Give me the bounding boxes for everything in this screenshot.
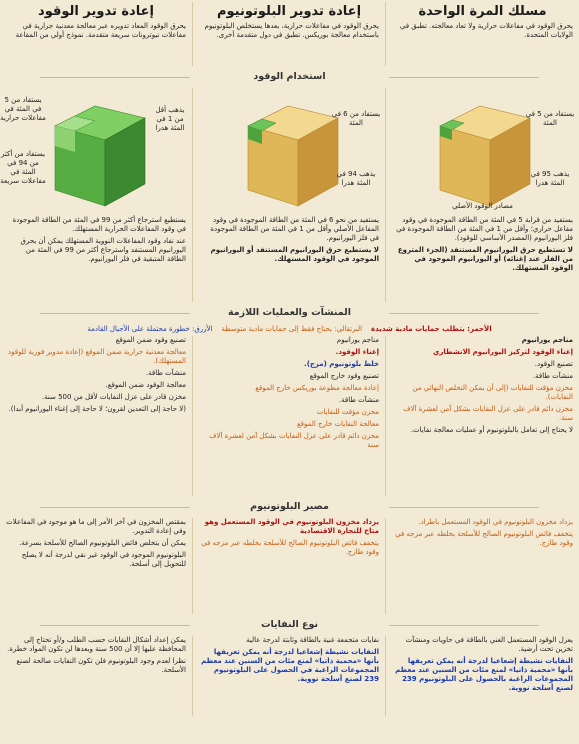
legend-blue: الأزرق: خطورة محتملة على الأجيال القادمة bbox=[87, 325, 213, 333]
section-title: مصير البلوتونيوم bbox=[242, 501, 337, 512]
facility-item: تصنيع وقود ضمن الموقع bbox=[115, 336, 186, 344]
facility-item: مخزن مؤقت للنفايات bbox=[316, 408, 379, 416]
column-titles bbox=[0, 2, 579, 22]
intro-text: يحرق الوقود في مفاعلات حرارية ولا تعاد معالجته. تطبق في الولايات المتحدة. bbox=[399, 22, 573, 39]
cube-label-fast: يستفاد من أكثر من 94 في المئة في مفاعلات سريعة bbox=[0, 150, 46, 185]
cube-label-used: يستفاد من 6 في المئة bbox=[331, 110, 381, 127]
facility-item: منشآت طاقة. bbox=[532, 372, 573, 380]
cube-caption: مصادر الوقود الأصلي bbox=[452, 202, 513, 210]
fate-row bbox=[0, 518, 579, 614]
column-title: إعادة تدوير البلوتونيوم bbox=[216, 4, 362, 19]
usage-text: لا يستطيع حرق اليورانيوم المستنفد أو اليورانيوم الموجود في الوقود المستهلك. bbox=[210, 246, 379, 263]
usage-text: يستفيد من نحو 6 في المئة من الطاقة الموجودة في وقود المفاعل الأصلي وأقل من 1 في المئة من الطاقة الموجودة في فلز اليورانيوم. bbox=[210, 216, 379, 242]
facility-item: مناجم يورانيوم bbox=[336, 336, 379, 344]
section-title: استخدام الوقود bbox=[245, 71, 333, 82]
section-fuel-use bbox=[0, 66, 579, 88]
facilities-list bbox=[193, 336, 386, 496]
waste-list bbox=[0, 636, 193, 716]
fuel-cube-icon bbox=[198, 88, 379, 216]
color-legend bbox=[0, 324, 579, 336]
cube-once-through bbox=[386, 88, 579, 216]
fate-item: يزداد مخزون البلوتونيوم في الوقود المستعمل باطراد. bbox=[418, 518, 573, 526]
fuel-cube-icon bbox=[392, 88, 573, 216]
usage-text: يستفيد من قرابة 5 في المئة من الطاقة الموجودة في وقود مفاعل حراري؛ وأقل من 1 في المئة من الطاقة الموجودة في فلز اليورانيوم (المصدر الأساسي للوقود). bbox=[396, 216, 573, 242]
cube-plutonium-recycle bbox=[193, 88, 386, 216]
fate-item: البلوتونيوم الموجود في الوقود غير نقي لدرجة أنه لا يصلح للتحويل إلى أسلحة. bbox=[21, 551, 186, 568]
cube-label-wasted: يذهب 95 في المئة هدرا bbox=[530, 170, 570, 187]
cube-label-used: يستفاد من 5 في المئة bbox=[525, 110, 575, 127]
waste-item: النفايات نشيطة إشعاعيا لدرجة أنه يمكن تعريفها بأنها «محمية ذاتيا» لمنع مئات من السنين عند معظم المجموعات الراغبة بالحصول على البلوتونيوم 239 لصنع أسلحة نووية. bbox=[395, 657, 573, 692]
facility-item: تصنيع الوقود. bbox=[534, 360, 573, 368]
usage-row bbox=[0, 216, 579, 302]
intro-text: يحرق الوقود في مفاعلات حرارية، بعدها يستخلص البلوتونيوم باستخدام معالجة بوريكس. تطبق في دول متقدمة أخرى. bbox=[204, 22, 379, 39]
facility-item: مخزن قادر على عزل النفايات لأقل من 500 سنة. bbox=[41, 393, 186, 401]
section-waste-type bbox=[0, 614, 579, 636]
section-title: المنشآت والعمليات اللازمة bbox=[220, 307, 359, 318]
facility-item: مخزن دائم قادر على عزل النفايات بشكل آمن لعشرة آلاف سنة. bbox=[403, 405, 573, 422]
intros bbox=[0, 22, 579, 66]
facility-item: منشآت طاقة. bbox=[145, 369, 186, 377]
waste-item: نظرا لعدم وجود البلوتونيوم فلن تكون النفايات صالحة لصنع الأسلحة. bbox=[16, 657, 186, 674]
cubes-row bbox=[0, 88, 579, 216]
waste-list bbox=[193, 636, 386, 716]
fate-item: بمقتص المخزون في آخر الأمر إلى ما هو موجود في المفاعلات وفي إعادة التدوير. bbox=[6, 518, 186, 535]
section-facilities bbox=[0, 302, 579, 324]
usage-text: عند نفاد وقود المفاعلات النووية المستهلك يمكن أن يحرق اليورانيوم المستنفد واسترجاع أكثر من 99 في المئة من الطاقة المتبقية في فلز اليورانيوم. bbox=[20, 237, 186, 263]
facilities-row bbox=[0, 336, 579, 496]
waste-item: النفايات نشيطة إشعاعيا لدرجة أنه يمكن تعريفها بأنها «محمية ذاتيا» لمنع مئات من السنين عند معظم المجموعات الراغبة في الحصول على البلوتونيوم 239 لصنع أسلحة نووية. bbox=[201, 648, 379, 683]
waste-row bbox=[0, 636, 579, 716]
facilities-list bbox=[0, 336, 193, 496]
facility-item: مخزن دائم قادر على عزل النفايات بشكل آمن لعشرة آلاف سنة bbox=[209, 432, 379, 449]
intro-text: يحرق الوقود المعاد تدويره عبر معالجة معدنية جرارية في مفاعلات نيوترونات سريعة متقدمة. نموذج أولي من المقاعة bbox=[15, 22, 186, 39]
column-title: مسلك المرة الواحدة bbox=[418, 4, 547, 19]
fate-item: يتخفف فائض البلوتونيوم الصالح للأسلحة بخلطه عبر مزجه في وقود طازج. bbox=[201, 539, 379, 556]
facility-item: تصنيع وقود خارج الموقع bbox=[309, 372, 379, 380]
cube-label-wasted: يذهب أقل من 1 في المئة هدرا bbox=[155, 106, 185, 132]
fate-list bbox=[193, 518, 386, 614]
waste-item: يمكن إعداد أشكال النفايات حسب الطلب و/أو تحتاج إلى المحافظة عليها إلا أن 500 سنة وبعدها لن تكون المواد خطرة. bbox=[7, 636, 186, 653]
column-title: إعادة تدوير الوقود bbox=[38, 4, 154, 19]
col-plutonium-recycle bbox=[193, 2, 386, 22]
facility-item: إعادة معالجة مطوعة بوريكس خارج الموقع bbox=[255, 384, 379, 392]
facility-item: منشآت طاقة. bbox=[338, 396, 379, 404]
cube-label-wasted: يذهب 94 في المئة هدرا bbox=[336, 170, 376, 187]
legend-orange: البرتقالي: يحتاج فقط إلى حمايات مادية متوسطة bbox=[221, 325, 363, 333]
facility-item: معالجة النفايات خارج الموقع bbox=[296, 420, 379, 428]
facilities-list bbox=[386, 336, 579, 496]
usage-text: يستطيع استرجاع أكثر من 99 في المئة من الطاقة الموجودة في وقود المفاعلات الحرارية المستهلك. bbox=[12, 216, 186, 233]
fate-item: يزداد مخزون البلوتونيوم في الوقود المستعمل وهو متاح للتجارة الاقتصادية bbox=[204, 518, 379, 535]
section-plutonium-fate bbox=[0, 496, 579, 518]
fate-list bbox=[0, 518, 193, 614]
legend-red: الأحمر: يتطلب حمايات مادية شديدة bbox=[371, 325, 492, 333]
fate-item: يتخفف فائض البلوتونيوم الصالح للأسلحة بخلطه عبر مزجه في وقود طازج. bbox=[395, 530, 573, 547]
facility-item: لا يحتاج إلى تعامل بالبلوتونيوم أو عمليات معالجة نفايات. bbox=[410, 426, 573, 434]
waste-item: نفايات متجمعة غنية بالطاقة وثابتة لدرجة عالية bbox=[246, 636, 379, 644]
facility-item: (لا حاجة إلى التعدين لقرون؛ لا حاجة إلى إغناء اليورانيوم أبدا). bbox=[8, 405, 186, 413]
facility-item: إغناء الوقود لتركيز اليورانيوم الانشطاري bbox=[432, 348, 573, 356]
col-fuel-recycle bbox=[0, 2, 193, 22]
facility-item: مناجم يورانيوم bbox=[521, 336, 573, 344]
facility-item: معالجة معدنية حرارية ضمن الموقع (إعادة مدوير فورية للوقود المستهلك). bbox=[7, 348, 186, 365]
facility-item: إغناء الوقود. bbox=[335, 348, 379, 356]
col-once-through bbox=[386, 2, 579, 22]
usage-text: لا تستطيع حرق اليورانيوم المستنفد (الجزء المتروع من الفلز عند إغنائه) أو اليورانيوم الموجود في الوقود المستهلك. bbox=[397, 246, 573, 272]
fate-list bbox=[386, 518, 579, 614]
cube-fuel-recycle bbox=[0, 88, 193, 216]
section-title: نوع النفايات bbox=[253, 619, 326, 630]
waste-item: يعزل الوقود المستعمل الغني بالطاقة في حاويات ومنشآت تخزين تحت أرضية. bbox=[405, 636, 573, 653]
cube-label-thermal: يستفاد من 5 في المئة في مفاعلات حرارية bbox=[0, 96, 46, 122]
facility-item: خلط بلوتونيوم (مزج). bbox=[304, 360, 379, 368]
waste-list bbox=[386, 636, 579, 716]
facility-item: معالجة الوقود ضمن الموقع. bbox=[105, 381, 186, 389]
facility-item: مخزن مؤقت للنفايات (إلى أن يمكن التخلص النهائي من النفايات). bbox=[412, 384, 573, 401]
fate-item: يمكن أن يتخلص فائض البلوتونيوم الصالح للأسلحة بسرعة. bbox=[19, 539, 186, 547]
